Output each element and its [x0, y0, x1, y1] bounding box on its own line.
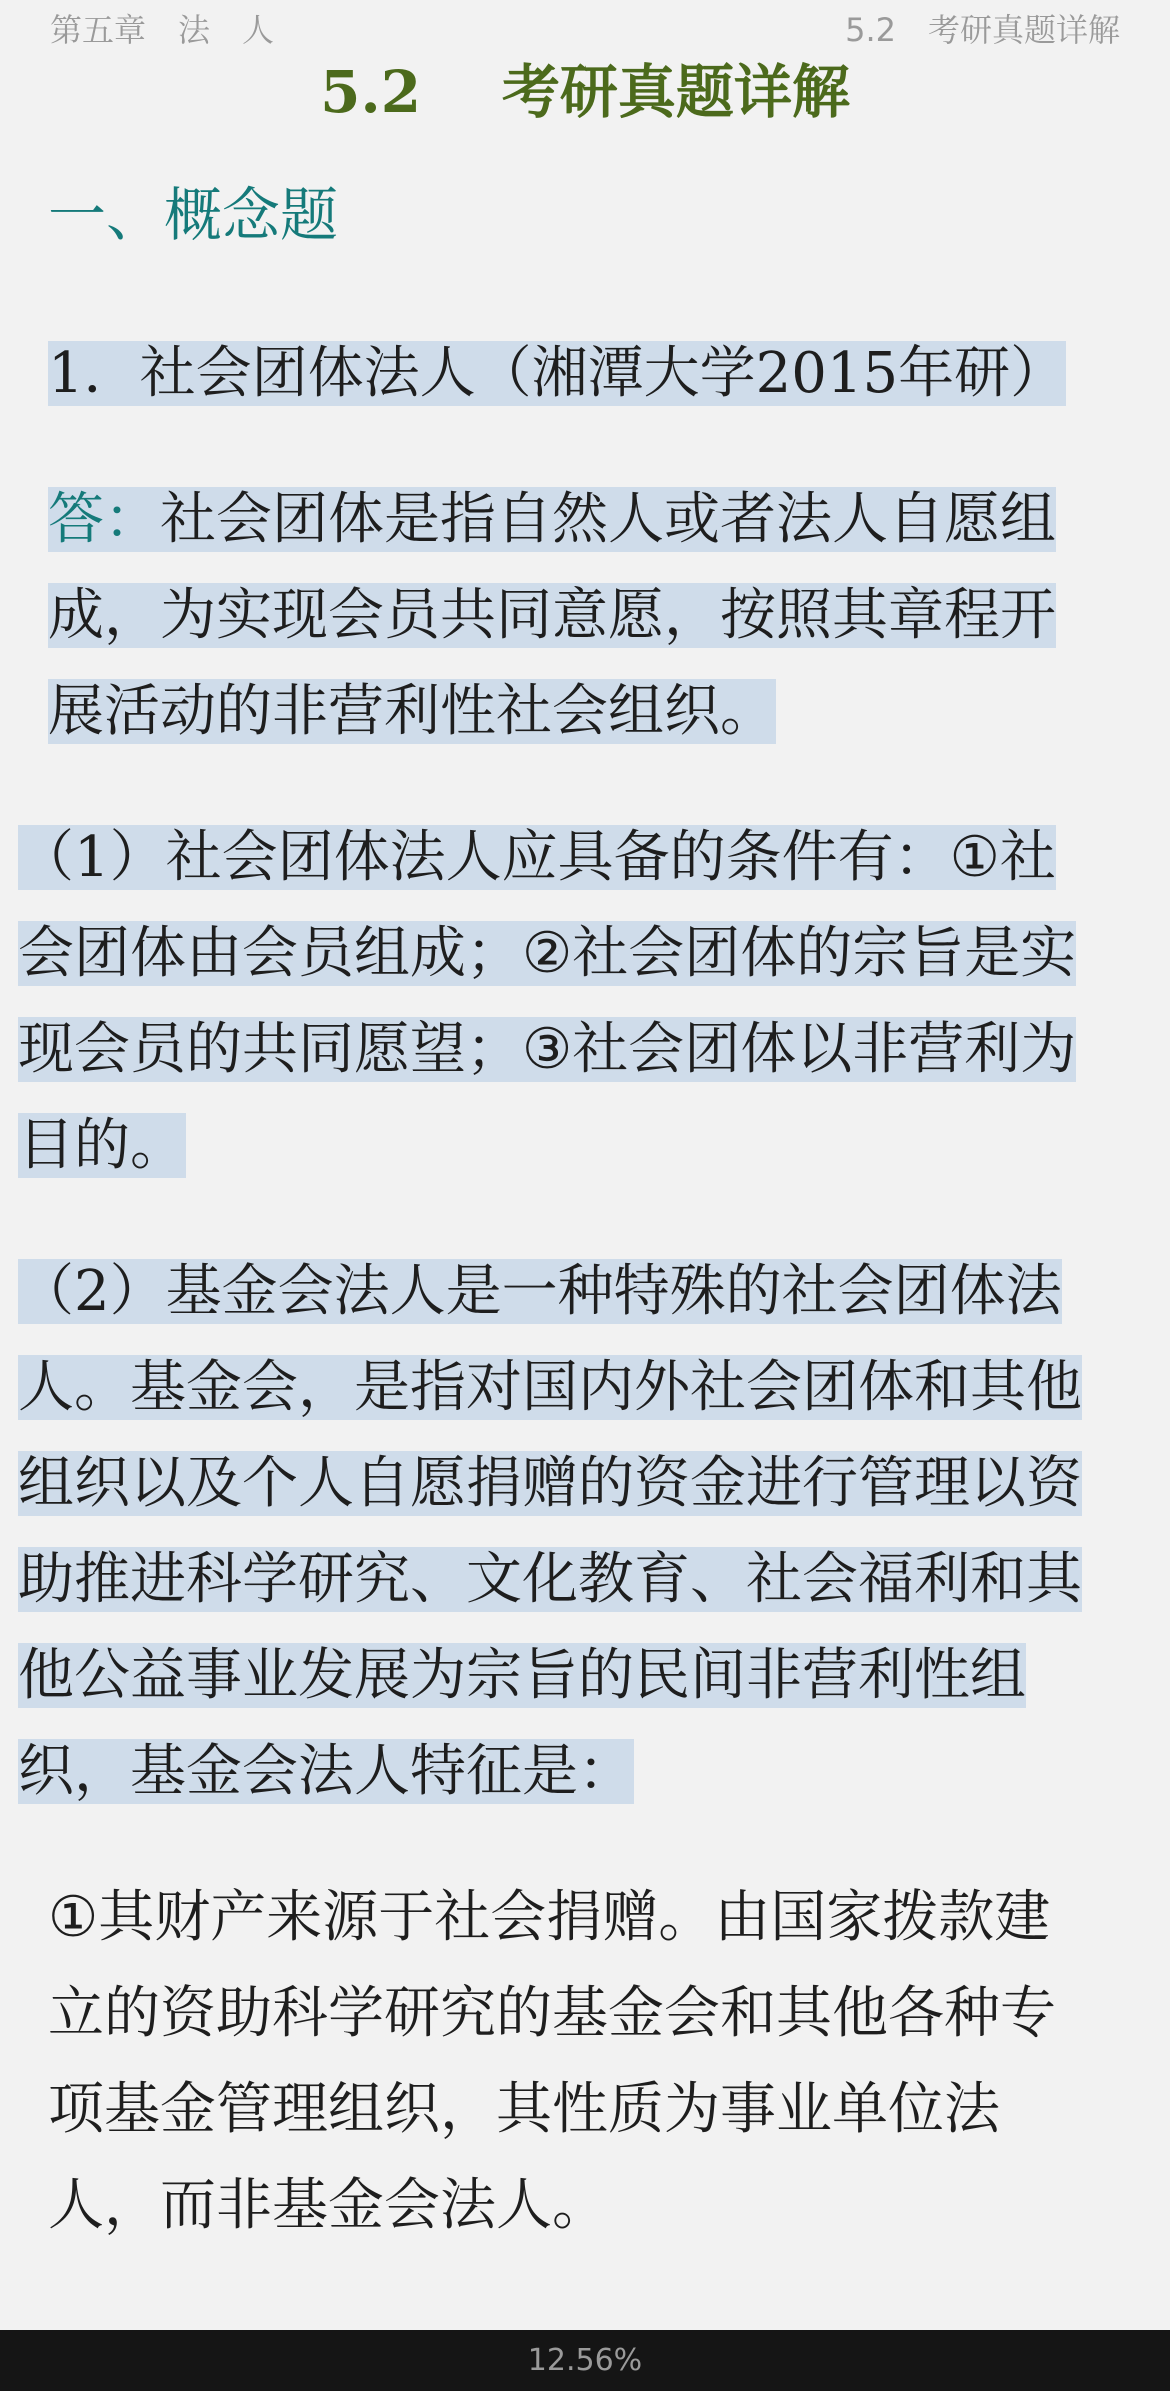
answer-highlight[interactable] — [48, 487, 1056, 744]
point-highlight-2[interactable] — [18, 1259, 1082, 1804]
feature-paragraph-1: ①其财产来源于社会捐赠。由国家拨款建立的资助科学研究的基金会和其他各种专项基金管理组织，其性质为事业单位法人，而非基金会法人。 — [48, 1885, 1056, 2238]
reader-content[interactable] — [18, 326, 1088, 2254]
subheading: 一、概念题 — [48, 181, 339, 249]
point-text-1: 社会团体法人应具备的条件有：①社会团体由会员组成；②社会团体的宗旨是实现会员的共同愿望；③社会团体以非营利为目的。 — [18, 825, 1077, 1178]
progress-percent: 12.56% — [527, 2343, 643, 2378]
question-text[interactable]: 1．社会团体法人（湘潭大学2015年研） — [48, 341, 1067, 406]
question-paragraph — [48, 326, 1088, 422]
section-title-text: 考研真题详解 — [501, 58, 850, 126]
reading-progress-bar — [0, 2330, 1170, 2391]
point-paragraph-1 — [18, 810, 1088, 1194]
point-number-2: （2） — [18, 1259, 166, 1324]
section-header: 5.2 考研真题详解 — [845, 11, 1120, 49]
point-paragraph-2 — [18, 1244, 1088, 1820]
chapter-header: 第五章 法 人 — [50, 11, 275, 49]
answer-text: 社会团体是指自然人或者法人自愿组成，为实现会员共同意愿，按照其章程开展活动的非营利性社会组织。 — [48, 487, 1056, 744]
answer-paragraph — [48, 472, 1088, 760]
point-number-1: （1） — [18, 825, 166, 890]
answer-label: 答： — [48, 487, 160, 552]
section-number: 5.2 — [320, 58, 422, 126]
point-text-2: 基金会法人是一种特殊的社会团体法人。基金会，是指对国内外社会团体和其他组织以及个人自愿捐赠的资金进行管理以资助推进科学研究、文化教育、社会福利和其他公益事业发展为宗旨的民间非营利性组织，基金会法人特征是： — [18, 1259, 1082, 1804]
section-title — [0, 52, 1170, 132]
running-header — [50, 8, 1120, 52]
point-highlight-1[interactable] — [18, 825, 1076, 1178]
